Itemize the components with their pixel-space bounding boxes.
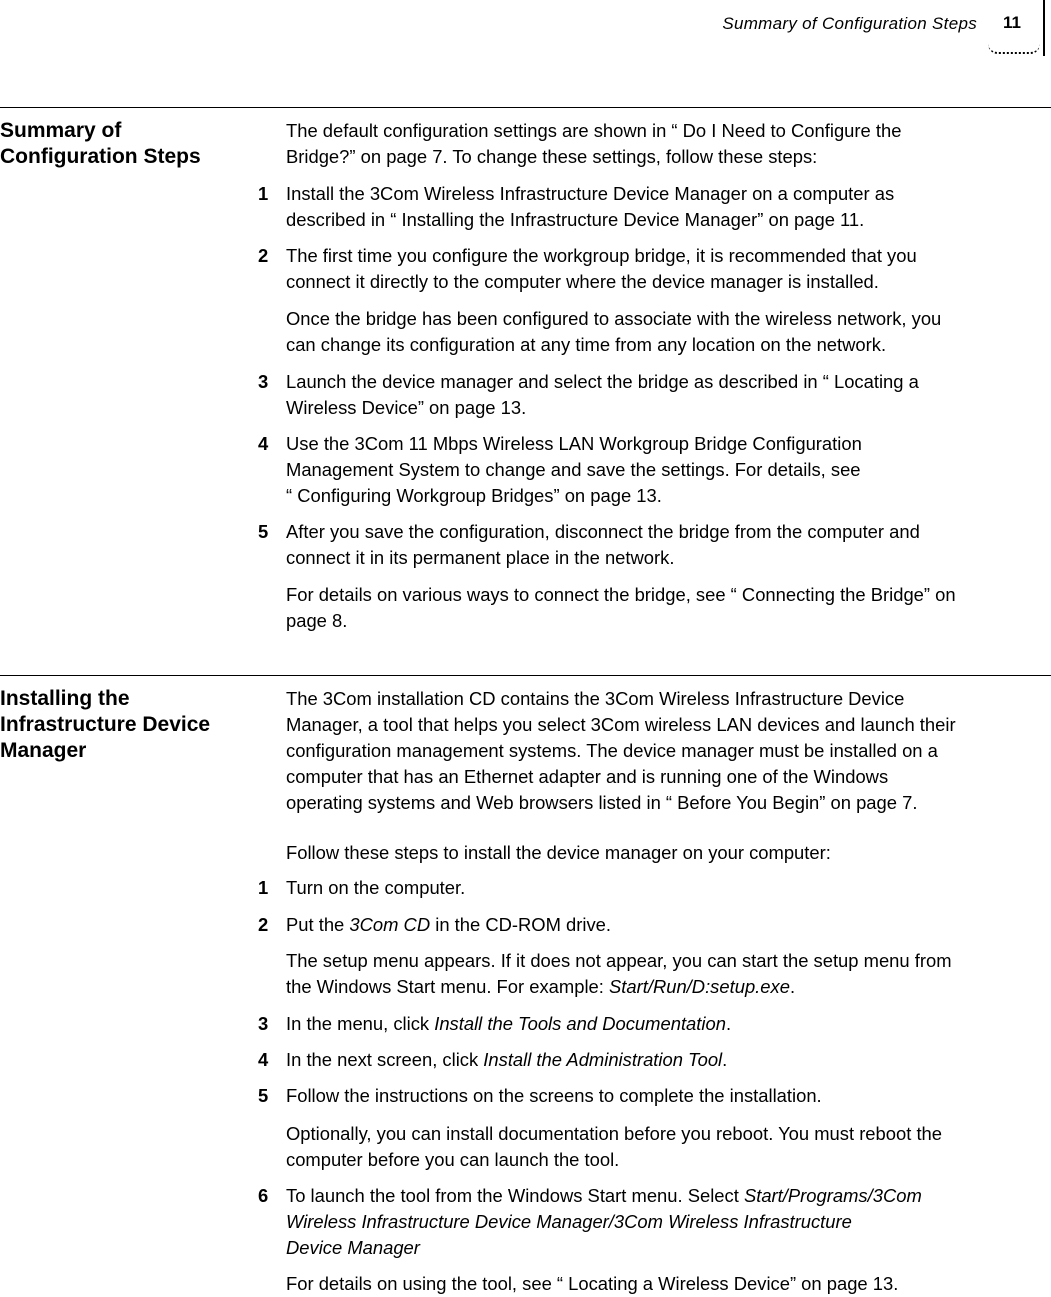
step-number: 6 [258,1185,269,1206]
text-line: connect it in its permanent place in the network. [286,547,675,568]
step-number: 3 [258,371,269,392]
section-heading-summary [0,118,201,170]
emphasis-text: Start/Run/D:setup.exe [609,976,790,997]
text-line: Manager, a tool that helps you select 3Com wireless LAN devices and launch their [286,714,956,735]
text-run: . [722,1049,728,1070]
installing-intro [286,686,1048,816]
text-line: can change its configuration at any time from any location on the network. [286,334,887,355]
emphasis-text: Install the Administration Tool [483,1049,723,1070]
installing-step-2-note [286,948,1048,1000]
text-run: In the next screen, click [286,1049,484,1070]
installing-step-6 [286,1183,1048,1261]
heading-line: Infrastructure Device [0,713,211,736]
emphasis-text: Start/Programs/3Com [743,1185,922,1206]
text-run: . [789,976,796,997]
text-line: Install the 3Com Wireless Infrastructure Device Manager on a computer as [286,183,895,204]
step-number: 1 [258,183,269,204]
text-line: computer that has an Ethernet adapter and is running one of the Windows [286,766,889,787]
text-line: The setup menu appears. If it does not appear, you can start the setup menu from [286,950,952,971]
step-number: 4 [258,433,269,454]
text-line: configuration management systems. The device manager must be installed on a [286,740,938,761]
text-line: After you save the configuration, disconnect the bridge from the computer and [286,521,920,542]
text-line: described in “ Installing the Infrastructure Device Manager” on page 11. [286,209,865,230]
text-run: In the menu, click [286,1013,435,1034]
text-line: “ Configuring Workgroup Bridges” on page 13. [286,485,662,506]
summary-intro [286,118,1048,170]
text-line: The 3Com installation CD contains the 3Com Wireless Infrastructure Device [286,688,905,709]
text-line: Wireless Device” on page 13. [286,397,527,418]
text-line [286,1011,1048,1037]
emphasis-text: 3Com CD [349,914,431,935]
text-line: Once the bridge has been configured to associate with the wireless network, you [286,308,942,329]
text-run: . [725,1013,732,1034]
text-line [286,1047,1048,1073]
text-line [286,912,1048,938]
text-line: Bridge?” on page 7. To change these settings, follow these steps: [286,146,818,167]
summary-step-3 [286,369,1048,421]
step-number: 3 [258,1013,269,1034]
text-line: Launch the device manager and select the bridge as described in “ Locating a [286,371,919,392]
text-line: operating systems and Web browsers listed in “ Before You Begin” on page 7. [286,792,918,813]
step-number: 5 [258,1085,269,1106]
text-line: The first time you configure the workgroup bridge, it is recommended that you [286,245,917,266]
text-line: Management System to change and save the settings. For details, see [286,459,861,480]
text-line: Follow the instructions on the screens to complete the installation. [286,1085,822,1106]
corner-dotted-curve [988,44,1040,54]
text-run: the Windows Start menu. For example: [286,976,609,997]
emphasis-text: Device Manager [286,1237,420,1258]
text-line [286,1183,1048,1209]
text-line [286,974,1048,1000]
corner-rule [1043,0,1045,56]
heading-line: Summary of [0,119,122,142]
text-line: Optionally, you can install documentation before you reboot. You must reboot the [286,1123,943,1144]
text-line: connect it directly to the computer where the device manager is installed. [286,271,879,292]
step-number: 5 [258,521,269,542]
step-number: 2 [258,914,269,935]
summary-step-2-note [286,306,1048,358]
step-number: 2 [258,245,269,266]
summary-step-4 [286,431,1048,509]
text-line: Use the 3Com 11 Mbps Wireless LAN Workgroup Bridge Configuration [286,433,862,454]
text-line: For details on various ways to connect the bridge, see “ Connecting the Bridge” on [286,584,956,605]
installing-step-2 [286,912,1048,938]
emphasis-text: Install the Tools and Documentation [434,1013,726,1034]
installing-step-1 [286,875,1048,901]
text-run: Put the [286,914,350,935]
text-run: To launch the tool from the Windows Start menu. Select [286,1185,744,1206]
step-number: 1 [258,877,269,898]
running-header-title: Summary of Configuration Steps [722,14,977,33]
emphasis-text: Wireless Infrastructure Device Manager/3Com Wireless Infrastructure [286,1211,852,1232]
step-number: 4 [258,1049,269,1070]
text-line: page 8. [286,610,348,631]
section-divider [0,675,1051,676]
installing-final [286,1271,1048,1297]
summary-step-2 [286,243,1048,295]
text-line: Turn on the computer. [286,877,466,898]
section-heading-installing [0,686,210,764]
text-line [286,1209,1048,1235]
heading-line: Configuration Steps [0,145,201,168]
summary-step-5 [286,519,1048,571]
installing-step-3 [286,1011,1048,1037]
text-line: The default configuration settings are shown in “ Do I Need to Configure the [286,120,902,141]
heading-line: Manager [0,739,87,762]
text-line: computer before you can launch the tool. [286,1149,620,1170]
page-number: 11 [1003,13,1021,32]
summary-step-1 [286,181,1048,233]
section-divider [0,107,1051,108]
installing-follow [286,840,1048,866]
text-line: For details on using the tool, see “ Locating a Wireless Device” on page 13. [286,1273,899,1294]
text-line [286,1235,1048,1261]
installing-step-4 [286,1047,1048,1073]
text-run: in the CD-ROM drive. [430,914,612,935]
installing-step-5-note [286,1121,1048,1173]
installing-step-5 [286,1083,1048,1109]
summary-step-5-note [286,582,1048,634]
text-line: Follow these steps to install the device manager on your computer: [286,842,831,863]
heading-line: Installing the [0,687,130,710]
